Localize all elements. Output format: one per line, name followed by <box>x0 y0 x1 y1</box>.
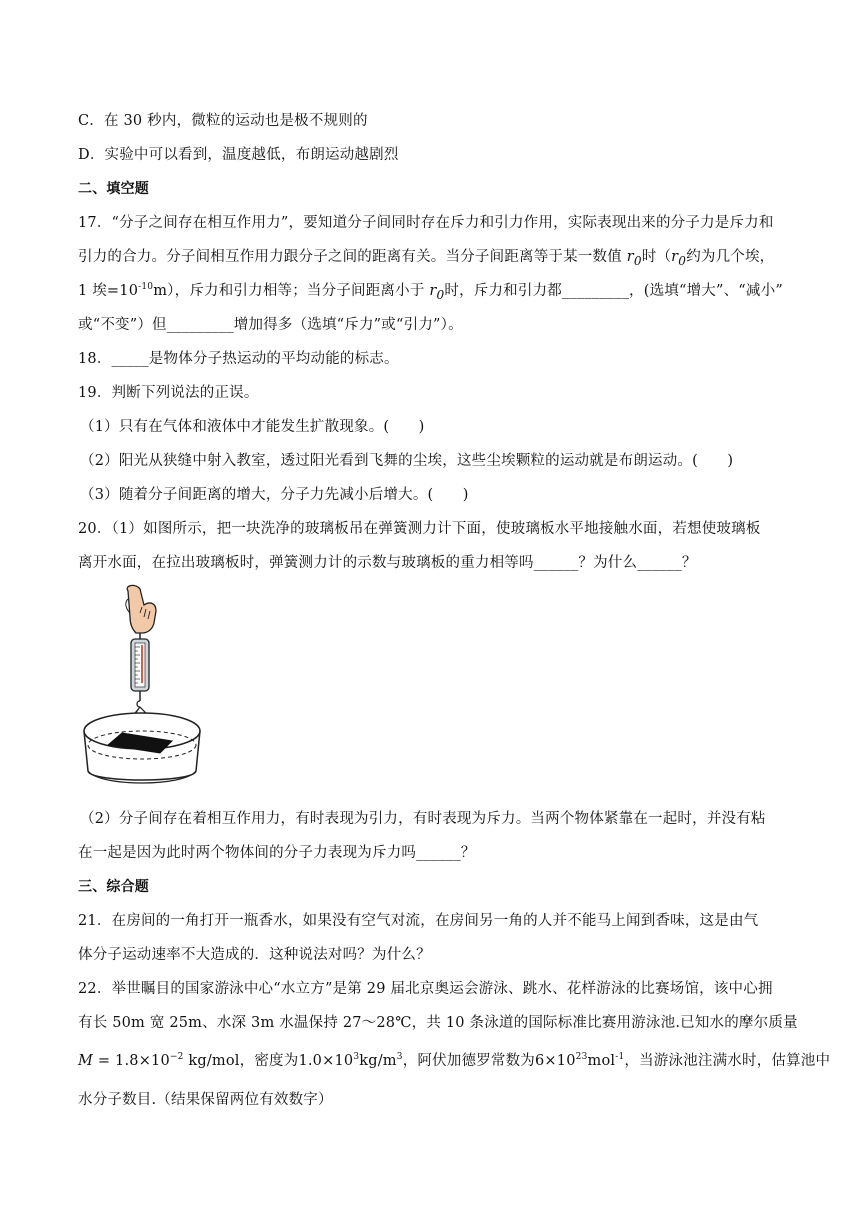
option-d: D．实验中可以看到，温度越低，布朗运动越剧烈 <box>78 147 399 163</box>
question-20-line-2: 离开水面，在拉出玻璃板时，弹簧测力计的示数与玻璃板的重力相等吗______？为什么______？ <box>78 555 697 571</box>
option-c: C．在 30 秒内，微粒的运动也是极不规则的 <box>78 113 368 129</box>
question-22-line-3: $M = 1.8\times 10^{-2}$ kg/mol，密度为$1.0\times 10^3kg/m^3$，阿伏加德罗常数为$6\times 10^{23}mol^{-1}$，当游泳池注满水时，估算池中 <box>78 1052 831 1069</box>
question-17-line-4: 或“不变”）但_________增加得多（选填“斥力”或“引力”）。 <box>78 317 463 333</box>
question-17-line-1: 17．“分子之间存在相互作用力”，要知道分子间同时存在斥力和引力作用，实际表现出来的分子力是斥力和 <box>78 215 774 231</box>
spring-scale-figure <box>80 583 210 791</box>
question-20-part-2-line-1: （2）分子间存在着相互作用力，有时表现为引力，有时表现为斥力。当两个物体紧靠在一起时，并没有粘 <box>80 811 766 827</box>
question-19-part-2: （2）阳光从狭缝中射入教室，透过阳光看到飞舞的尘埃，这些尘埃颗粒的运动就是布朗运动。( ) <box>80 453 734 469</box>
question-22-line-2: 有长 50m 宽 25m、水深 3m 水温保持 27～28℃，共 10 条泳道的国际标准比赛用游泳池.已知水的摩尔质量 <box>78 1015 798 1031</box>
section-comprehensive-heading: 三、综合题 <box>78 879 149 895</box>
question-21-line-2: 体分子运动速率不大造成的．这种说法对吗？为什么？ <box>78 947 431 963</box>
question-22-line-1: 22．举世瞩目的国家游泳中心“水立方”是第 29 届北京奥运会游泳、跳水、花样游泳的比赛场馆，该中心拥 <box>78 981 773 997</box>
spring-scale-glass-plate-icon <box>80 583 210 791</box>
question-20-part-2-line-2: 在一起是因为此时两个物体间的分子力表现为斥力吗______？ <box>78 845 476 861</box>
question-17-line-3: 1 埃$=10^{-10}m$），斥力和引力相等；当分子间距离小于 $r_0$时，斥力和引力都_________，(选填“增大”、“减小” <box>78 282 783 302</box>
question-19: 19．判断下列说法的正误。 <box>78 385 259 401</box>
question-19-part-1: （1）只有在气体和液体中才能发生扩散现象。( ) <box>80 419 425 435</box>
question-17-line-2: 引力的合力。分子间相互作用力跟分子之间的距离有关。当分子间距离等于某一数值 $r_0$时（$r_0$约为几个埃， <box>78 249 775 268</box>
section-fill-in-heading: 二、填空题 <box>78 181 149 197</box>
question-22-line-4: 水分子数目.（结果保留两位有效数字） <box>78 1092 333 1108</box>
question-20-line-1: 20．（1）如图所示，把一块洗净的玻璃板吊在弹簧测力计下面，使玻璃板水平地接触水面，若想使玻璃板 <box>78 521 761 537</box>
question-18: 18．_____是物体分子热运动的平均动能的标志。 <box>78 351 399 367</box>
question-21-line-1: 21．在房间的一角打开一瓶香水，如果没有空气对流，在房间另一角的人并不能马上闻到香味，这是由气 <box>78 913 759 929</box>
question-19-part-3: （3）随着分子间距离的增大，分子力先减小后增大。( ) <box>80 487 469 503</box>
